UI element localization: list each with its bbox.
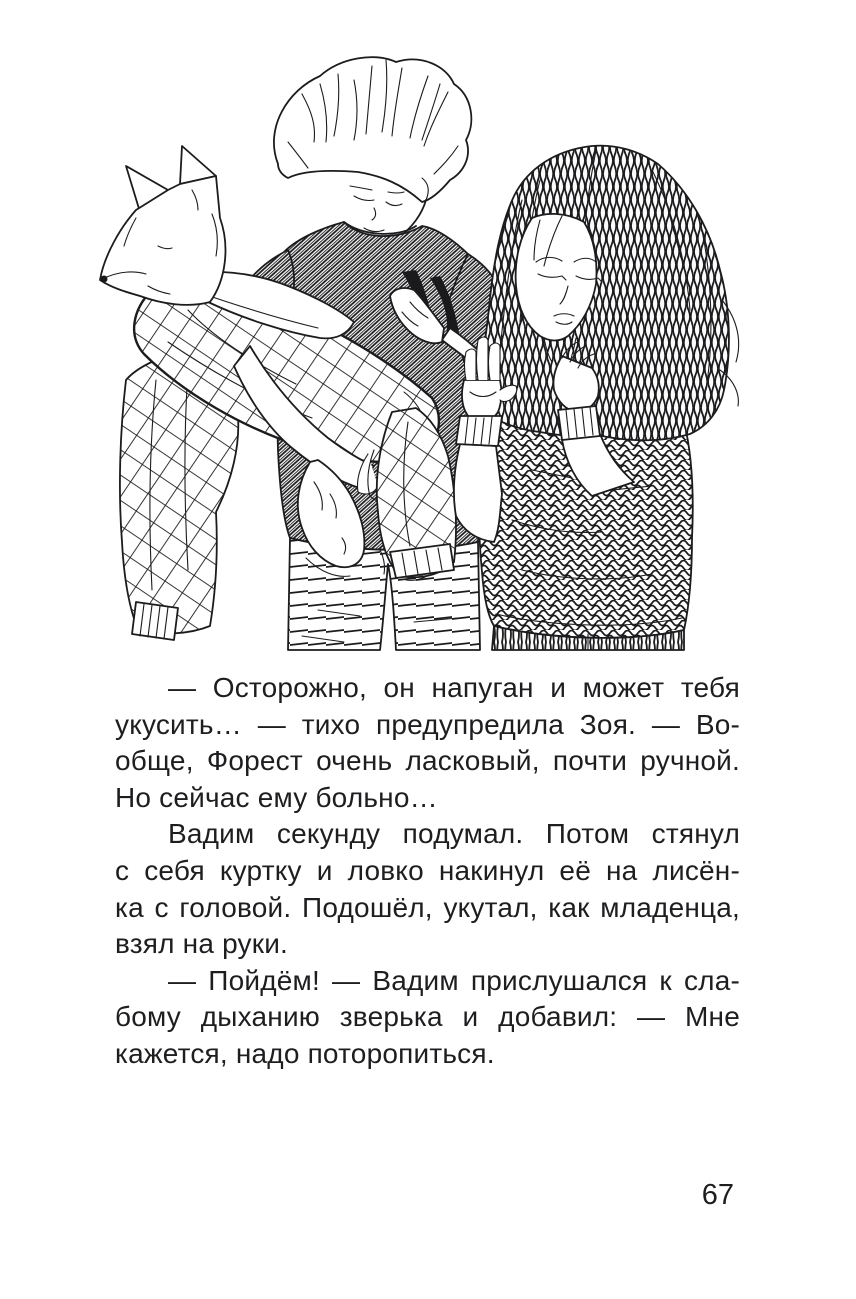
paragraph [115, 963, 740, 1073]
boy-figure [100, 57, 514, 650]
text-line: кажется, надо поторопиться. [115, 1037, 495, 1069]
text-line: ка с головой. Подошёл, укутал, как младенца, [115, 891, 740, 923]
text-line: Вадим секунду подумал. Потом стянул [168, 818, 740, 850]
text-line: Но сейчас ему больно… [115, 781, 438, 813]
paragraph [115, 816, 740, 962]
text-line: — Пойдём! — Вадим прислушался к сла- [168, 964, 740, 996]
illustration [92, 50, 742, 652]
text-line: бому дыханию зверька и добавил: — Мне [115, 1001, 740, 1033]
text-line: с себя куртку и ловко накинул её на лисён- [115, 854, 740, 886]
text-line: взял на руки. [115, 928, 289, 960]
text-line: — Осторожно, он напуган и может тебя [168, 672, 740, 703]
girl-figure [454, 146, 739, 650]
text-line: укусить… — тихо предупредила Зоя. — Во- [115, 708, 740, 740]
fox-cub-head [100, 146, 225, 305]
boy-hair [274, 57, 471, 202]
illustration-svg [92, 50, 742, 652]
story-text [115, 670, 740, 1073]
paragraph [115, 670, 740, 816]
page-number: 67 [701, 1179, 734, 1211]
text-line: обще, Форест очень ласковый, почти ручной. [115, 745, 740, 777]
